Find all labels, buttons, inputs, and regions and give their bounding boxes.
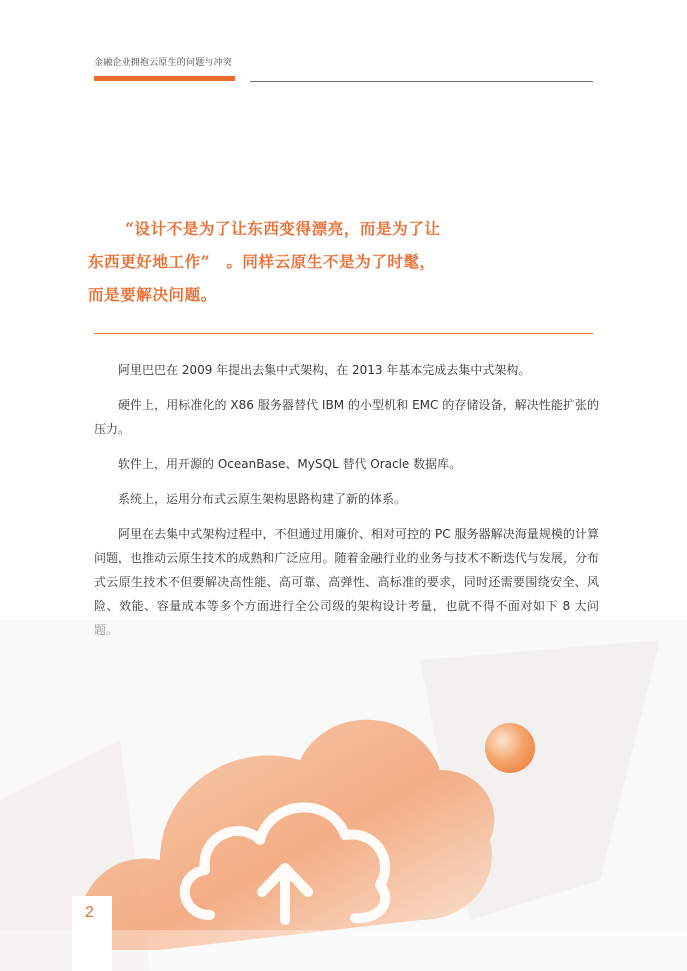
- paragraph-1: 阿里巴巴在 2009 年提出去集中式架构，在 2013 年基本完成去集中式架构。: [118, 363, 531, 377]
- header-divider: [250, 81, 593, 82]
- body-text: [94, 358, 599, 653]
- pull-quote-line-2: 东西更好地工作” 。同样云原生不是为了时髦，: [88, 252, 436, 271]
- pull-quote-line-3: 而是要解决问题。: [88, 285, 217, 304]
- paragraph-5: 阿里在去集中式架构过程中，不但通过用廉价、相对可控的 PC 服务器解决海量规模的计算问题，也推动云原生技术的成熟和广泛应用。随着金融行业的业务与技术不断迭代与发展，分布式云原生技术不但要解决高性能、高可靠、高弹性、高标准的要求，同时还需要围绕安全、风险、效能、容量成本等多个方面进行全公司级的架构设计考量，也就不得不面对如下 8 大问: [94, 527, 599, 613]
- header-accent-bar: [94, 76, 235, 81]
- pull-quote-line-1: “设计不是为了让东西变得漂亮，而是为了让: [125, 219, 441, 238]
- page-number: 2: [85, 904, 94, 921]
- paragraph-2: 硬件上，用标准化的 X86 服务器替代 IBM 的小型机和 EMC 的存储设备，解决性能扩张的压力。: [94, 398, 599, 436]
- paragraph-3: 软件上，用开源的 OceanBase、MySQL 替代 Oracle 数据库。: [118, 457, 462, 471]
- pull-quote: [88, 212, 448, 311]
- quote-divider: [94, 333, 593, 334]
- running-header-title: 金融企业拥抱云原生的问题与冲突: [94, 58, 233, 68]
- paragraph-4: 系统上，运用分布式云原生架构思路构建了新的体系。: [118, 492, 407, 506]
- orange-sphere: [485, 723, 535, 773]
